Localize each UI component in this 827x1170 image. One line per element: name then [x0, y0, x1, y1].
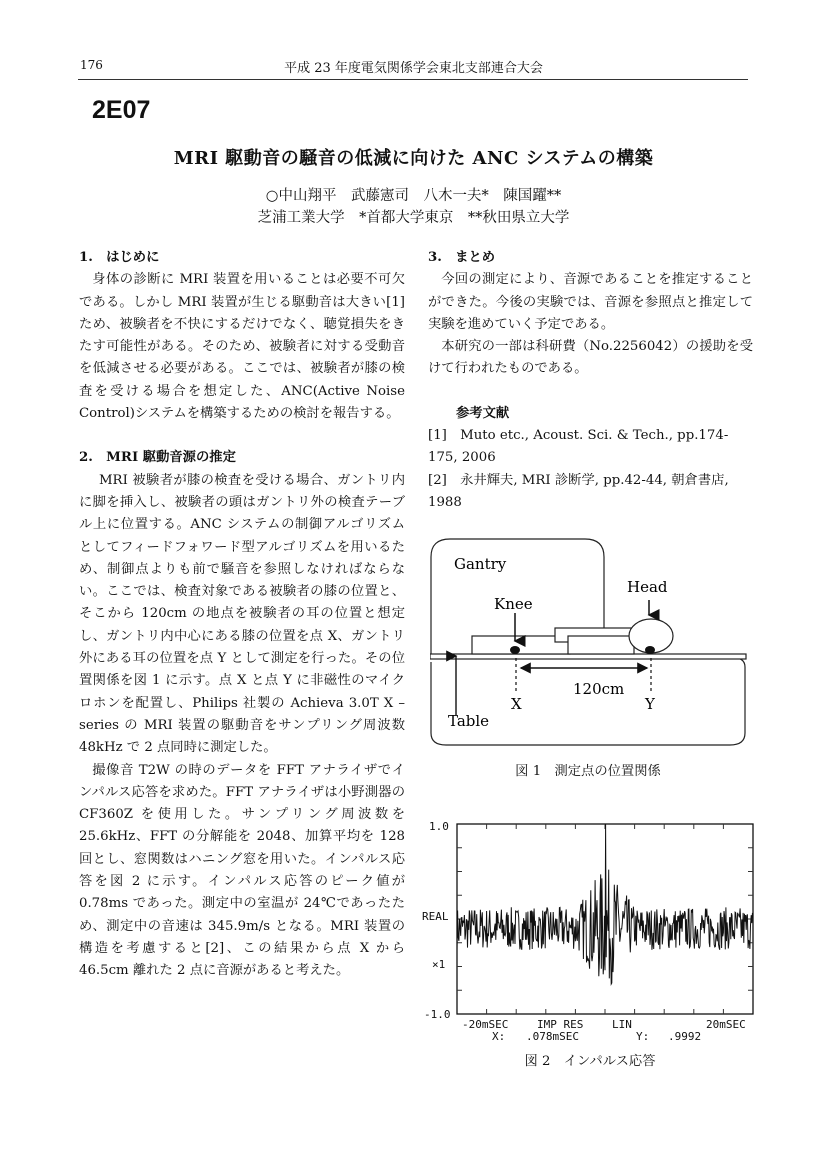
y-scale-label: ×1 [432, 958, 446, 971]
table-bar [430, 654, 746, 659]
x-right-label: 20mSEC [706, 1018, 746, 1031]
y-readout-value: .9992 [668, 1030, 702, 1043]
y-axis-label: REAL [422, 910, 449, 923]
page-number: 176 [80, 58, 103, 72]
figure-1-diagram [430, 537, 748, 749]
y-min-label: -1.0 [424, 1008, 451, 1021]
acknowledgment-paragraph: 本研究の一部は科研費（No.2256042）の援助を受けて行われたものである。 [428, 339, 753, 377]
gantry-label: Gantry [454, 555, 507, 573]
paper-code: 2E07 [92, 96, 151, 124]
intro-paragraph: 身体の診断に MRI 装置を用いることは必要不可欠である。しかし MRI 装置が生じる駆動音は大きい[1]ため、被験者を不快にするだけでなく、聴覚損失をきたす可能性がある。そのため、被験者に対する受動音を低減させる必要がある。ここでは、被験者が膝の検査を受ける場合を想定した、ANC(Active Noise Control)システムを構築するための検討を報告する。 [79, 272, 405, 422]
head-label: Head [627, 578, 668, 596]
mode-label: IMP RES [537, 1018, 584, 1031]
x-left-label: -20mSEC [462, 1018, 509, 1031]
summary-paragraph-1: 今回の測定により、音源であることを推定することができた。今後の実験では、音源を参照点と推定して実験を進めていく予定である。 [428, 272, 753, 332]
reference-item: [1] Muto etc., Acoust. Sci. & Tech., pp.174-175, 2006 [428, 428, 729, 466]
x-readout-value: .078mSEC [526, 1030, 579, 1043]
y-readout-label: Y: [636, 1030, 650, 1043]
knee-label: Knee [494, 595, 533, 613]
x-readout-label: X: [492, 1030, 506, 1043]
impulse-response-trace [457, 824, 753, 984]
header-rule [78, 79, 748, 80]
author-list: ○中山翔平 武藤憲司 八木一夫* 陳国躍** [265, 188, 562, 204]
figure-2-caption: 図 2 インパルス応答 [524, 1054, 656, 1069]
y-label: Y [645, 695, 655, 713]
references-heading: 参考文献 [456, 405, 510, 421]
point-x-marker [510, 646, 520, 654]
table-label: Table [448, 712, 490, 730]
estimation-paragraph-1: MRI 被験者が膝の検査を受ける場合、ガントリ内に脚を挿入し、被験者の頭はガントリ外の検査テーブル上に位置する。ANC システムの制御アルゴリズムとしてフィードフォワード型アルゴリズムを用いるため、制御点よりも前で騒音を参照しなければならない。ここでは、検査対象である被験者の膝の位置と、そこから 120cm の地点を被験者の耳の位置と想定し、ガントリ内中心にある膝の位置を点 X、ガントリ外にある耳の位置を点 Y として測定を行った。その位置関係を図 1 に示す。点 X と点 Y に非磁性のマイクロホンを配置し、Philips 社製の Achieva 3.0T X –series の MRI 装置の駆動音をサンプリング周波数 48kHz で 2 点同時に測定した。 [79, 472, 405, 756]
x-label: X [511, 695, 522, 713]
left-column [79, 247, 405, 983]
conference-header: 平成 23 年度電気関係学会東北支部連合大会 [284, 61, 543, 76]
y-max-label: 1.0 [429, 820, 449, 833]
section-heading-estimation: 2. MRI 駆動音源の推定 [79, 450, 236, 466]
base-outline [431, 657, 745, 745]
reference-item: [2] 永井輝夫, MRI 診断学, pp.42-44, 朝倉書店, 1988 [428, 472, 729, 510]
paper-title: MRI 駆動音の騒音の低減に向けた ANC システムの構築 [173, 148, 654, 169]
body-right [568, 636, 634, 654]
point-y-marker [645, 646, 655, 654]
affiliation-list: 芝浦工業大学 *首都大学東京 **秋田県立大学 [257, 210, 570, 226]
section-heading-intro: 1. はじめに [79, 250, 160, 265]
figure-1-caption: 図 1 測定点の位置関係 [515, 764, 661, 779]
section-heading-summary: 3. まとめ [428, 250, 496, 265]
figure-2-chart [422, 818, 758, 1048]
estimation-paragraph-2: 撮像音 T2W の時のデータを FFT アナライザでインパルス応答を求めた。FFT アナライザは小野測器の CF360Z を使用した。サンプリング周波数を 25.6kHz、FFT の分解能を 2048、加算平均を 128 回とし、窓関数はハニング窓を用いた。インパルス応答を図 2 に示す。インパルス応答のピーク値が 0.78ms であった。測定中の室温が 24℃であったため、測定中の音速は 345.9m/s となる。MRI 装置の構造を考慮すると[2]、この結果から点 X から 46.5cm 離れた 2 点に音源があると考えた。 [79, 762, 405, 979]
distance-label: 120cm [573, 680, 625, 698]
right-column [428, 247, 753, 514]
scale-label: LIN [612, 1018, 632, 1031]
